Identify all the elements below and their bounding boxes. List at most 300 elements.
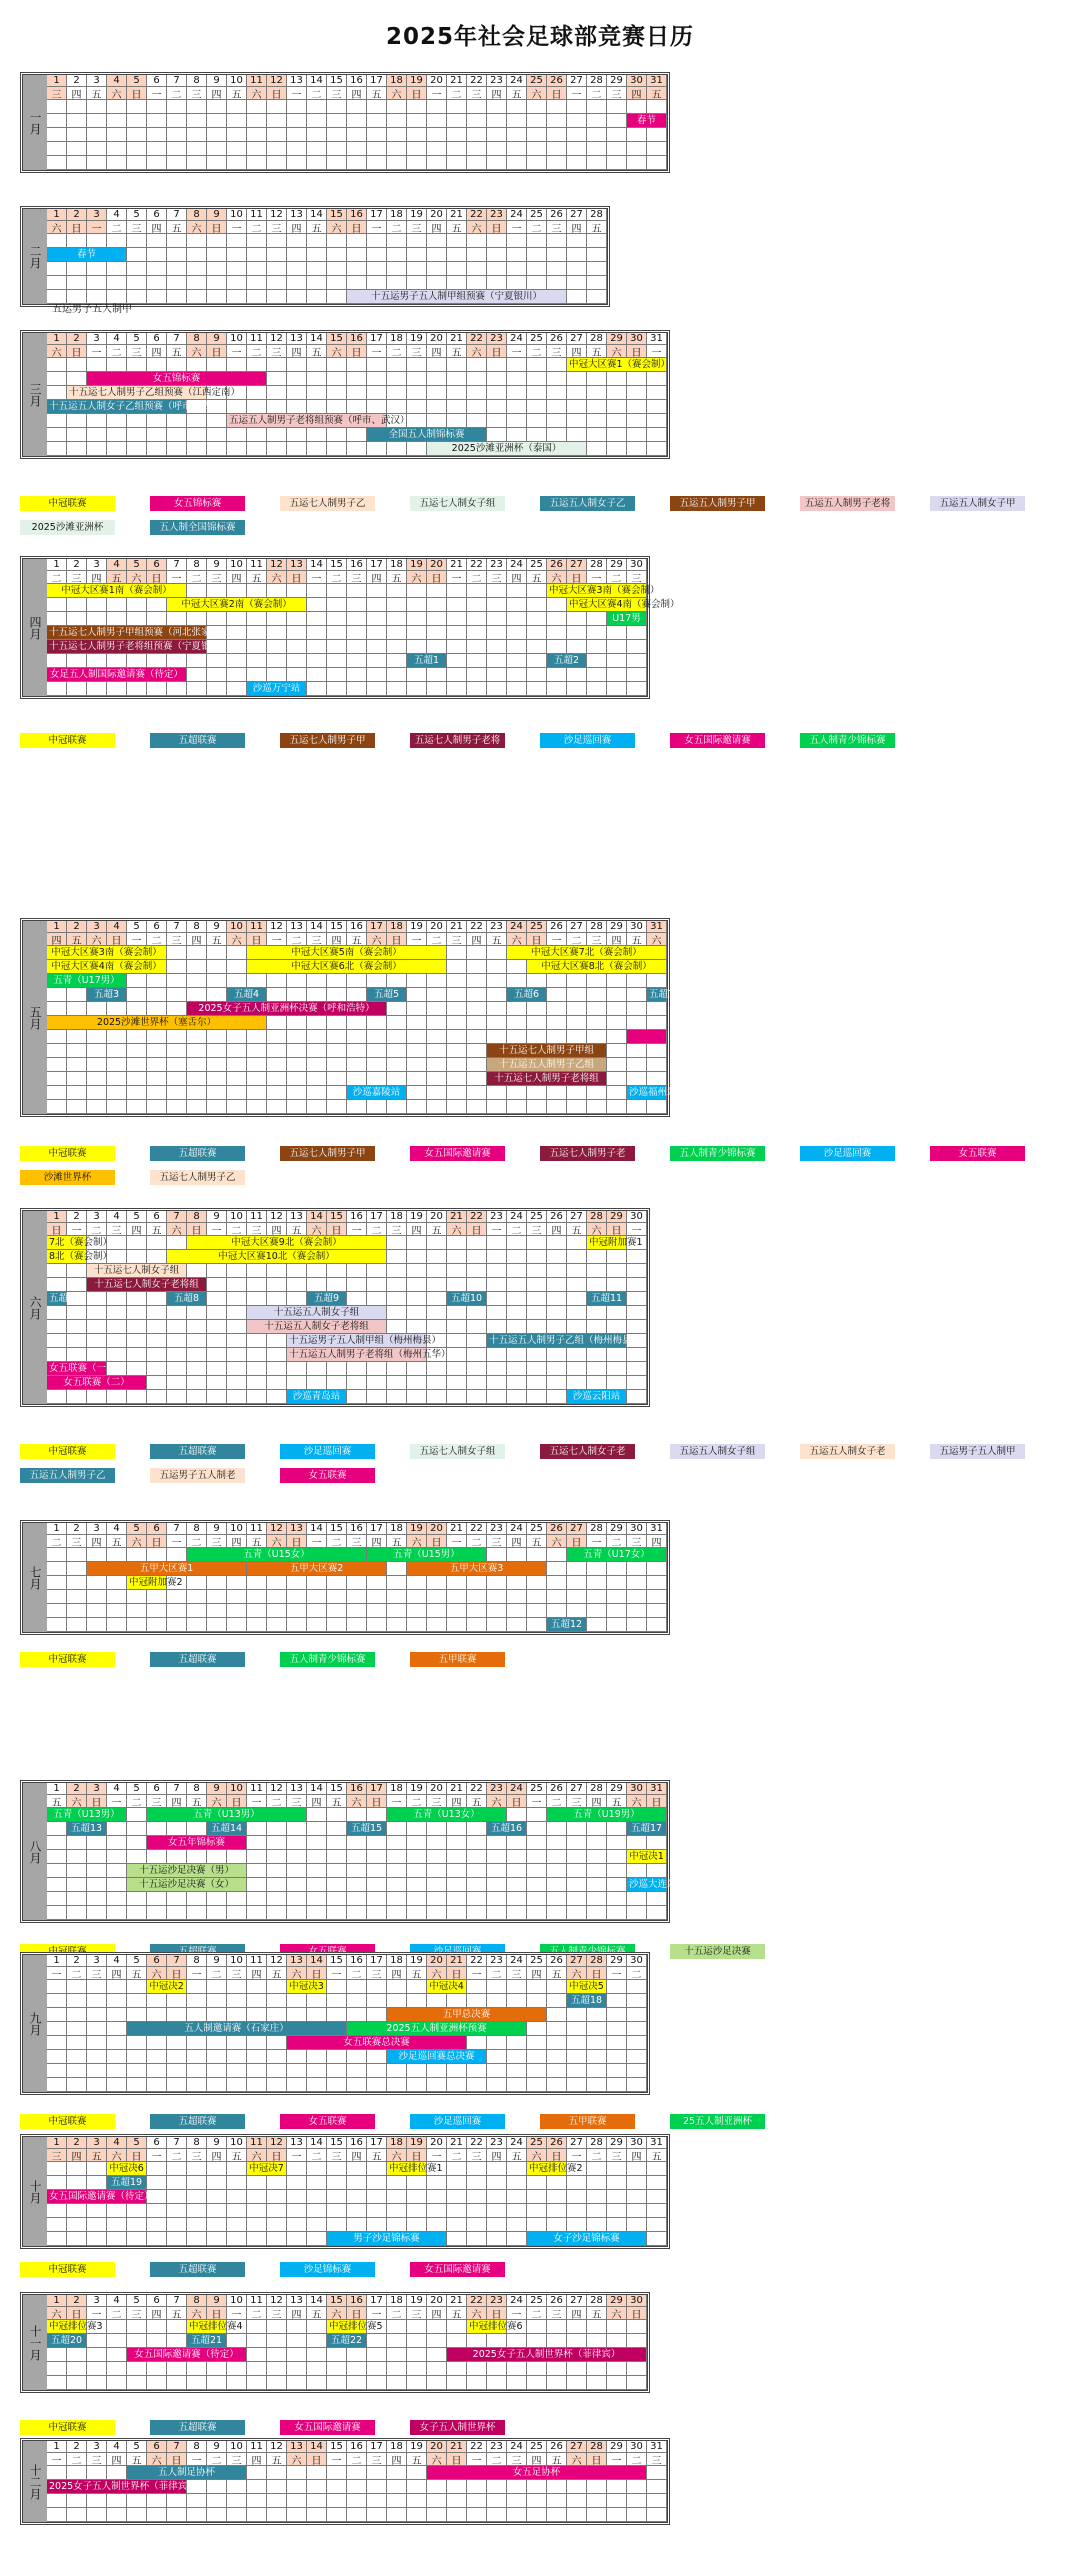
event-cell[interactable] [547, 1548, 567, 1562]
event-cell[interactable] [287, 988, 307, 1002]
event-cell[interactable] [427, 988, 447, 1002]
event-cell[interactable] [47, 2494, 67, 2508]
event-cell[interactable] [587, 128, 607, 142]
event-cell[interactable] [307, 2320, 327, 2334]
event-cell[interactable] [507, 142, 527, 156]
event-cell[interactable] [627, 2362, 647, 2376]
event-cell[interactable] [447, 1306, 467, 1320]
event-cell[interactable] [67, 612, 87, 626]
event-cell[interactable] [407, 1878, 427, 1892]
event-cell[interactable] [447, 988, 467, 1002]
event-cell[interactable] [267, 1292, 287, 1306]
event-cell[interactable] [487, 2334, 507, 2348]
event-cell[interactable] [147, 2008, 167, 2022]
event-cell[interactable] [607, 988, 627, 1002]
event-cell[interactable] [227, 1618, 247, 1632]
event-cell[interactable] [167, 682, 187, 696]
event-cell[interactable] [567, 372, 587, 386]
event-cell[interactable] [407, 1320, 427, 1334]
event-cell[interactable] [627, 372, 647, 386]
event-cell[interactable] [347, 654, 367, 668]
event-cell[interactable] [587, 2036, 607, 2050]
event-cell[interactable] [627, 128, 647, 142]
event-cell[interactable] [47, 1002, 67, 1016]
event-cell[interactable] [147, 1548, 167, 1562]
event-cell[interactable] [307, 2204, 327, 2218]
event-cell[interactable] [287, 276, 307, 290]
event-cell[interactable] [287, 2050, 307, 2064]
event-cell[interactable] [87, 2494, 107, 2508]
event-cell[interactable] [567, 1016, 587, 1030]
event-cell[interactable] [147, 1306, 167, 1320]
event-cell[interactable] [427, 682, 447, 696]
event-cell[interactable] [427, 1864, 447, 1878]
event-cell[interactable] [107, 1864, 127, 1878]
event-cell[interactable] [367, 1016, 387, 1030]
event-cell[interactable] [67, 1072, 87, 1086]
event-cell[interactable] [587, 2204, 607, 2218]
event-cell[interactable] [87, 1072, 107, 1086]
event-cell[interactable] [227, 584, 247, 598]
event-cell[interactable] [307, 128, 327, 142]
event-cell[interactable] [387, 654, 407, 668]
event-cell[interactable] [527, 2494, 547, 2508]
event-cell[interactable] [127, 1850, 147, 1864]
event-cell[interactable] [447, 1376, 467, 1390]
event-cell[interactable] [527, 2190, 547, 2204]
event-cell[interactable] [567, 1362, 587, 1376]
event-bar[interactable]: 中冠排位赛4 [189, 2321, 243, 2332]
event-cell[interactable] [527, 598, 547, 612]
event-cell[interactable] [347, 1850, 367, 1864]
event-cell[interactable] [347, 1878, 367, 1892]
event-cell[interactable] [267, 1264, 287, 1278]
event-cell[interactable] [87, 428, 107, 442]
event-cell[interactable] [587, 400, 607, 414]
event-cell[interactable] [327, 234, 347, 248]
event-cell[interactable] [187, 1058, 207, 1072]
event-cell[interactable] [407, 2204, 427, 2218]
event-cell[interactable] [307, 290, 327, 304]
event-cell[interactable] [227, 654, 247, 668]
event-cell[interactable] [67, 1044, 87, 1058]
event-cell[interactable] [167, 248, 187, 262]
event-cell[interactable] [47, 100, 67, 114]
event-cell[interactable] [187, 1822, 207, 1836]
event-cell[interactable] [367, 156, 387, 170]
event-cell[interactable] [327, 2190, 347, 2204]
event-cell[interactable] [547, 1994, 567, 2008]
event-bar[interactable]: 中冠附加赛1 [589, 1237, 643, 1248]
event-cell[interactable] [207, 428, 227, 442]
event-cell[interactable] [647, 2480, 667, 2494]
event-cell[interactable] [207, 1850, 227, 1864]
event-cell[interactable] [147, 414, 167, 428]
event-cell[interactable] [447, 2176, 467, 2190]
event-cell[interactable] [227, 1390, 247, 1404]
event-cell[interactable] [407, 1980, 427, 1994]
event-cell[interactable] [227, 612, 247, 626]
event-cell[interactable] [627, 2480, 647, 2494]
event-cell[interactable] [487, 2376, 507, 2390]
event-cell[interactable] [587, 290, 607, 304]
event-cell[interactable] [147, 1334, 167, 1348]
event-cell[interactable] [327, 358, 347, 372]
event-cell[interactable] [167, 946, 187, 960]
event-cell[interactable] [647, 2494, 667, 2508]
event-cell[interactable] [507, 114, 527, 128]
event-cell[interactable] [587, 156, 607, 170]
event-cell[interactable] [627, 1590, 647, 1604]
event-cell[interactable] [167, 2190, 187, 2204]
event-cell[interactable] [627, 2508, 647, 2522]
event-cell[interactable] [647, 1016, 667, 1030]
event-cell[interactable] [67, 1892, 87, 1906]
event-cell[interactable] [507, 2362, 527, 2376]
event-cell[interactable] [507, 1850, 527, 1864]
event-cell[interactable] [207, 668, 227, 682]
event-cell[interactable] [627, 1836, 647, 1850]
event-cell[interactable] [627, 1058, 647, 1072]
event-cell[interactable] [107, 414, 127, 428]
event-cell[interactable] [187, 2508, 207, 2522]
event-cell[interactable] [507, 1590, 527, 1604]
event-cell[interactable] [267, 1016, 287, 1030]
event-bar[interactable]: 女五联赛（二） [47, 1376, 146, 1389]
event-cell[interactable] [267, 1822, 287, 1836]
event-cell[interactable] [607, 1590, 627, 1604]
event-cell[interactable] [587, 1822, 607, 1836]
event-cell[interactable] [127, 654, 147, 668]
event-cell[interactable] [407, 1576, 427, 1590]
event-bar[interactable]: 中冠排位赛2 [529, 2163, 583, 2174]
event-cell[interactable] [167, 2494, 187, 2508]
event-cell[interactable] [227, 1320, 247, 1334]
event-cell[interactable] [267, 2176, 287, 2190]
event-cell[interactable] [427, 1264, 447, 1278]
event-cell[interactable] [547, 1306, 567, 1320]
event-cell[interactable] [167, 1044, 187, 1058]
event-cell[interactable] [327, 2078, 347, 2092]
event-cell[interactable] [487, 1906, 507, 1920]
event-cell[interactable] [167, 1002, 187, 1016]
event-cell[interactable] [207, 1306, 227, 1320]
event-cell[interactable] [47, 2008, 67, 2022]
event-cell[interactable] [507, 2204, 527, 2218]
event-cell[interactable] [307, 988, 327, 1002]
event-cell[interactable] [487, 1376, 507, 1390]
event-cell[interactable] [567, 248, 587, 262]
event-bar[interactable]: 五甲大区赛2 [247, 1562, 386, 1575]
event-cell[interactable] [287, 2494, 307, 2508]
event-cell[interactable] [587, 2362, 607, 2376]
event-cell[interactable] [147, 248, 167, 262]
event-bar[interactable]: 中冠大区赛4南（赛会制） [569, 599, 680, 610]
event-bar[interactable]: 十五运五人制男子老将组（梅州五华） [289, 1349, 451, 1360]
event-cell[interactable] [507, 668, 527, 682]
event-cell[interactable] [567, 2508, 587, 2522]
event-cell[interactable] [227, 1334, 247, 1348]
event-cell[interactable] [167, 1348, 187, 1362]
event-cell[interactable] [187, 1906, 207, 1920]
event-cell[interactable] [387, 114, 407, 128]
event-cell[interactable] [347, 2176, 367, 2190]
event-cell[interactable] [567, 1836, 587, 1850]
event-cell[interactable] [547, 234, 567, 248]
event-cell[interactable] [567, 2064, 587, 2078]
event-cell[interactable] [367, 400, 387, 414]
event-cell[interactable] [107, 156, 127, 170]
event-cell[interactable] [407, 1250, 427, 1264]
event-cell[interactable] [407, 2320, 427, 2334]
event-cell[interactable] [107, 598, 127, 612]
event-cell[interactable] [547, 1086, 567, 1100]
event-cell[interactable] [227, 2190, 247, 2204]
event-cell[interactable] [327, 290, 347, 304]
event-cell[interactable] [487, 2480, 507, 2494]
event-cell[interactable] [347, 442, 367, 456]
event-cell[interactable] [267, 2348, 287, 2362]
event-cell[interactable] [47, 1306, 67, 1320]
event-cell[interactable] [287, 2190, 307, 2204]
event-cell[interactable] [467, 640, 487, 654]
event-cell[interactable] [47, 2204, 67, 2218]
event-cell[interactable] [587, 2320, 607, 2334]
event-cell[interactable] [547, 1292, 567, 1306]
event-cell[interactable] [107, 234, 127, 248]
event-cell[interactable] [607, 2218, 627, 2232]
event-cell[interactable] [47, 1618, 67, 1632]
event-cell[interactable] [327, 1850, 347, 1864]
event-cell[interactable] [327, 1030, 347, 1044]
event-cell[interactable] [547, 1590, 567, 1604]
event-cell[interactable] [407, 262, 427, 276]
event-cell[interactable] [507, 1264, 527, 1278]
event-cell[interactable] [367, 2480, 387, 2494]
event-cell[interactable] [587, 2078, 607, 2092]
event-cell[interactable] [287, 2078, 307, 2092]
event-cell[interactable] [387, 1618, 407, 1632]
event-cell[interactable] [487, 414, 507, 428]
event-cell[interactable] [487, 1618, 507, 1632]
event-bar[interactable]: 五超2 [547, 654, 586, 667]
event-cell[interactable] [227, 1906, 247, 1920]
event-cell[interactable] [267, 2494, 287, 2508]
event-cell[interactable] [627, 2320, 647, 2334]
event-cell[interactable] [527, 372, 547, 386]
event-cell[interactable] [347, 358, 367, 372]
event-cell[interactable] [47, 1994, 67, 2008]
event-cell[interactable] [47, 988, 67, 1002]
event-cell[interactable] [427, 584, 447, 598]
event-cell[interactable] [267, 2036, 287, 2050]
event-cell[interactable] [427, 1002, 447, 1016]
event-cell[interactable] [607, 142, 627, 156]
event-cell[interactable] [387, 248, 407, 262]
event-cell[interactable] [147, 142, 167, 156]
event-cell[interactable] [307, 1016, 327, 1030]
event-cell[interactable] [387, 1236, 407, 1250]
event-cell[interactable] [187, 1030, 207, 1044]
event-cell[interactable] [227, 1030, 247, 1044]
event-cell[interactable] [607, 2508, 627, 2522]
event-cell[interactable] [467, 2480, 487, 2494]
event-cell[interactable] [207, 414, 227, 428]
event-bar[interactable]: 十五运七人制男子老将组预赛（宁夏银川） [49, 641, 230, 652]
event-cell[interactable] [187, 1334, 207, 1348]
event-cell[interactable] [567, 1264, 587, 1278]
event-cell[interactable] [227, 400, 247, 414]
event-cell[interactable] [187, 442, 207, 456]
event-cell[interactable] [487, 372, 507, 386]
event-cell[interactable] [67, 1906, 87, 1920]
event-cell[interactable] [387, 2480, 407, 2494]
event-cell[interactable] [287, 400, 307, 414]
event-cell[interactable] [167, 1850, 187, 1864]
event-cell[interactable] [507, 2376, 527, 2390]
event-cell[interactable] [447, 1264, 467, 1278]
event-cell[interactable] [447, 1100, 467, 1114]
event-cell[interactable] [167, 2232, 187, 2246]
event-cell[interactable] [527, 1892, 547, 1906]
event-cell[interactable] [127, 442, 147, 456]
event-cell[interactable] [367, 2362, 387, 2376]
event-cell[interactable] [607, 156, 627, 170]
event-cell[interactable] [627, 1320, 647, 1334]
event-cell[interactable] [467, 2036, 487, 2050]
event-bar[interactable]: 五人制邀请赛（石家庄） [127, 2022, 346, 2035]
event-cell[interactable] [367, 1264, 387, 1278]
event-cell[interactable] [147, 358, 167, 372]
event-cell[interactable] [447, 2204, 467, 2218]
event-cell[interactable] [327, 584, 347, 598]
event-cell[interactable] [187, 1348, 207, 1362]
event-cell[interactable] [107, 1100, 127, 1114]
event-cell[interactable] [467, 1864, 487, 1878]
event-cell[interactable] [127, 1892, 147, 1906]
event-cell[interactable] [247, 668, 267, 682]
event-cell[interactable] [467, 414, 487, 428]
event-cell[interactable] [407, 2078, 427, 2092]
event-cell[interactable] [267, 290, 287, 304]
event-cell[interactable] [47, 2376, 67, 2390]
event-cell[interactable] [527, 1836, 547, 1850]
event-cell[interactable] [647, 1044, 667, 1058]
event-cell[interactable] [67, 1334, 87, 1348]
event-cell[interactable] [127, 262, 147, 276]
event-cell[interactable] [507, 100, 527, 114]
event-cell[interactable] [247, 2348, 267, 2362]
event-cell[interactable] [367, 682, 387, 696]
event-cell[interactable] [287, 262, 307, 276]
event-cell[interactable] [407, 2480, 427, 2494]
event-cell[interactable] [367, 1100, 387, 1114]
event-cell[interactable] [347, 400, 367, 414]
event-cell[interactable] [327, 442, 347, 456]
event-cell[interactable] [187, 2232, 207, 2246]
event-cell[interactable] [127, 1236, 147, 1250]
event-cell[interactable] [627, 1306, 647, 1320]
event-cell[interactable] [507, 2480, 527, 2494]
event-cell[interactable] [267, 974, 287, 988]
event-cell[interactable] [127, 612, 147, 626]
event-cell[interactable] [87, 1980, 107, 1994]
event-cell[interactable] [267, 262, 287, 276]
event-cell[interactable] [407, 1292, 427, 1306]
event-cell[interactable] [127, 2204, 147, 2218]
event-cell[interactable] [47, 2162, 67, 2176]
event-cell[interactable] [507, 960, 527, 974]
event-cell[interactable] [587, 442, 607, 456]
event-cell[interactable] [547, 598, 567, 612]
event-cell[interactable] [607, 1264, 627, 1278]
event-cell[interactable] [627, 1016, 647, 1030]
event-bar[interactable]: 中冠大区赛1（赛会制） [569, 359, 671, 370]
event-cell[interactable] [567, 1348, 587, 1362]
event-cell[interactable] [407, 1376, 427, 1390]
event-cell[interactable] [627, 626, 647, 640]
event-cell[interactable] [367, 612, 387, 626]
event-bar[interactable]: 中冠决1 [627, 1850, 666, 1863]
event-cell[interactable] [447, 156, 467, 170]
event-cell[interactable] [67, 2348, 87, 2362]
event-cell[interactable] [447, 2232, 467, 2246]
event-cell[interactable] [387, 2218, 407, 2232]
event-cell[interactable] [587, 2176, 607, 2190]
event-cell[interactable] [447, 1278, 467, 1292]
event-cell[interactable] [587, 1278, 607, 1292]
event-cell[interactable] [107, 428, 127, 442]
event-cell[interactable] [127, 1980, 147, 1994]
event-cell[interactable] [187, 1100, 207, 1114]
event-cell[interactable] [447, 974, 467, 988]
event-cell[interactable] [147, 2362, 167, 2376]
event-cell[interactable] [287, 1362, 307, 1376]
event-cell[interactable] [307, 2494, 327, 2508]
event-cell[interactable] [447, 1604, 467, 1618]
event-cell[interactable] [327, 1576, 347, 1590]
event-cell[interactable] [547, 262, 567, 276]
event-cell[interactable] [347, 1590, 367, 1604]
event-cell[interactable] [647, 2176, 667, 2190]
event-cell[interactable] [427, 1030, 447, 1044]
event-cell[interactable] [327, 1808, 347, 1822]
event-cell[interactable] [127, 358, 147, 372]
event-cell[interactable] [567, 276, 587, 290]
event-cell[interactable] [47, 1604, 67, 1618]
event-cell[interactable] [447, 1086, 467, 1100]
event-cell[interactable] [267, 2008, 287, 2022]
event-cell[interactable] [347, 1100, 367, 1114]
event-cell[interactable] [87, 1604, 107, 1618]
event-cell[interactable] [207, 2232, 227, 2246]
event-cell[interactable] [87, 1292, 107, 1306]
event-cell[interactable] [467, 372, 487, 386]
event-cell[interactable] [247, 1980, 267, 1994]
event-cell[interactable] [387, 1030, 407, 1044]
event-bar[interactable]: 五青（U15男） [367, 1548, 486, 1561]
event-cell[interactable] [87, 276, 107, 290]
event-cell[interactable] [147, 1058, 167, 1072]
event-cell[interactable] [467, 1072, 487, 1086]
event-cell[interactable] [227, 2078, 247, 2092]
event-cell[interactable] [267, 2064, 287, 2078]
event-cell[interactable] [187, 1980, 207, 1994]
event-cell[interactable] [467, 2362, 487, 2376]
event-cell[interactable] [187, 1362, 207, 1376]
event-cell[interactable] [207, 2376, 227, 2390]
event-cell[interactable] [427, 1892, 447, 1906]
